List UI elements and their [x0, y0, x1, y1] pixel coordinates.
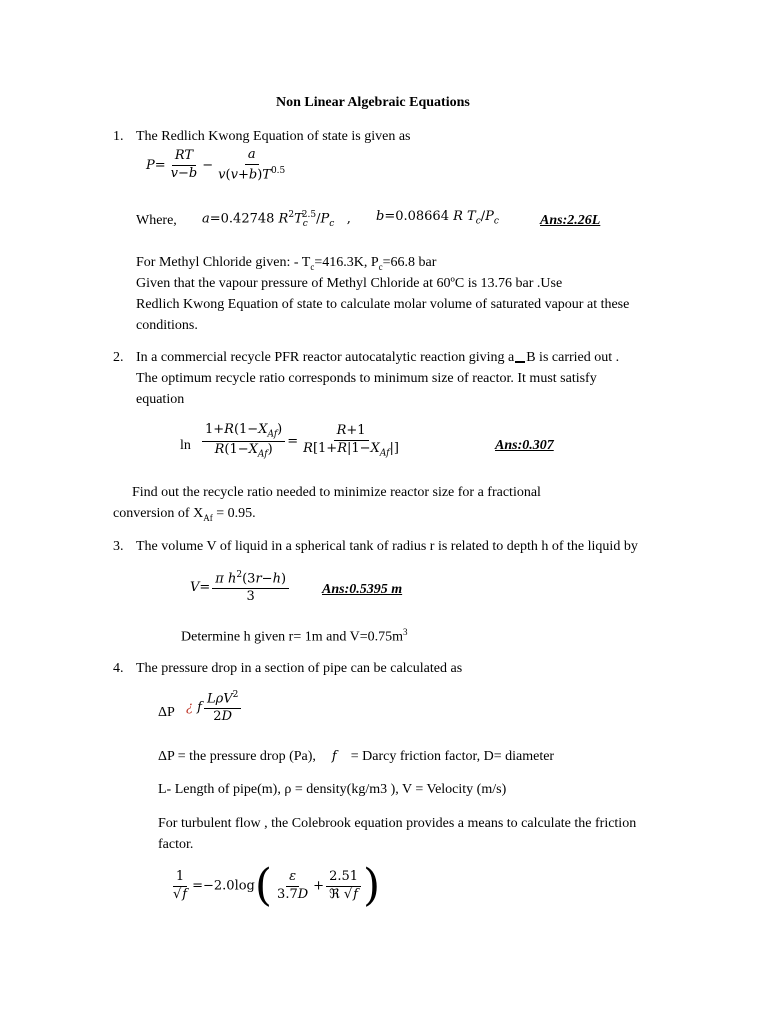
q2-line3: equation: [136, 392, 185, 407]
q2-conversion-line: [113, 506, 256, 523]
q1-tc-subscript: c: [310, 261, 315, 272]
q1-tc-value: =416.3K, P: [314, 255, 379, 270]
q1-intro: The Redlich Kwong Equation of state is given as: [136, 129, 411, 144]
q4-pressure-drop-equation: ¿ f $\frac{L\rho V^2}{2D}$: [186, 690, 243, 725]
reaction-arrow-icon: [515, 361, 525, 363]
friction-factor-symbol: f: [331, 749, 337, 764]
q3-number: 3.: [113, 539, 124, 554]
q2-line1-end: B is carried out .: [526, 350, 620, 365]
page-title: Non Linear Algebraic Equations: [276, 95, 470, 110]
q1-number: 1.: [113, 129, 124, 144]
q3-intro: The volume V of liquid in a spherical tank of radius r is related to depth h of the liquid by: [136, 539, 638, 554]
q4-def1: [158, 749, 554, 765]
q1-where-label: Where,: [136, 213, 177, 228]
q4-colebrook-equation: $\frac{1}{√f}$ =−2.0log( $\frac{\varepsilon}{3.7D}$ + $\frac{2.51}{\text{ℜ √f}}$ ): [173, 860, 381, 911]
q4-dp-label: ΔP: [158, 705, 175, 720]
q1-given-line: [136, 255, 436, 272]
q1-b-definition: b=0.08664 R $T_c/P_c$: [376, 209, 499, 227]
q1-line3: Redlich Kwong Equation of state to calculate molar volume of saturated vapour at these: [136, 297, 630, 312]
q4-number: 4.: [113, 661, 124, 676]
q1-line2: Given that the vapour pressure of Methyl Chloride at 60ºC is 13.76 bar .Use: [136, 276, 563, 291]
q3-determine-line: [181, 627, 408, 646]
q1-a-definition: a=0.42748 $R^2T_c^{2.5}/P_c$ ,: [202, 210, 351, 229]
q2-conversion-subscript: Af: [203, 512, 213, 523]
q2-line1: [136, 350, 619, 366]
q2-ln-label: ln: [180, 438, 191, 453]
q3-answer: Ans:0.5395 m: [322, 582, 403, 597]
q3-volume-equation: V= $\frac{\pi h^2(3r-h)}{3}$: [190, 570, 291, 605]
q2-number: 2.: [113, 350, 124, 365]
q4-turbulent-line1: For turbulent flow , the Colebrook equation provides a means to calculate the friction: [158, 816, 637, 831]
q4-def2: L- Length of pipe(m), ρ = density(kg/m3 ), V = Velocity (m/s): [158, 782, 507, 797]
q2-conversion-text: conversion of X: [113, 506, 204, 521]
q1-pc-value: =66.8 bar: [382, 255, 437, 270]
q1-line4: conditions.: [136, 318, 198, 333]
q4-def1-start: ΔP = the pressure drop (Pa),: [158, 749, 316, 764]
q2-conversion-value: = 0.95.: [212, 506, 256, 521]
q2-recycle-equation: $\frac{1+R(1-X_{Af})}{R(1-X_{Af})}$ = $\frac{R+1}{R[1+R|1-X_{Af}|]}$: [200, 423, 404, 460]
q3-determine-text: Determine h given r= 1m and V=0.75m: [181, 629, 403, 645]
q2-find-line: Find out the recycle ratio needed to minimize reactor size for a fractional: [132, 485, 541, 500]
q4-intro: The pressure drop in a section of pipe can be calculated as: [136, 661, 463, 676]
q3-determine-superscript: 3: [403, 627, 408, 637]
q1-answer: Ans:2.26L: [540, 213, 601, 228]
q4-turbulent-line2: factor.: [158, 837, 194, 852]
q4-def1-end: = Darcy friction factor, D= diameter: [350, 749, 555, 764]
q2-line1-start: In a commercial recycle PFR reactor autocatalytic reaction giving a: [136, 350, 515, 365]
q1-given-text: For Methyl Chloride given: - T: [136, 255, 311, 270]
q2-line2: The optimum recycle ratio corresponds to minimum size of reactor. It must satisfy: [136, 371, 597, 386]
q2-answer: Ans:0.307: [495, 438, 554, 453]
q1-pc-subscript: c: [378, 261, 383, 272]
q1-redlich-kwong-equation: P= $\frac{RT}{v-b}$ − $\frac{a}{v(v+b)T^{0.5}}$: [146, 147, 286, 183]
